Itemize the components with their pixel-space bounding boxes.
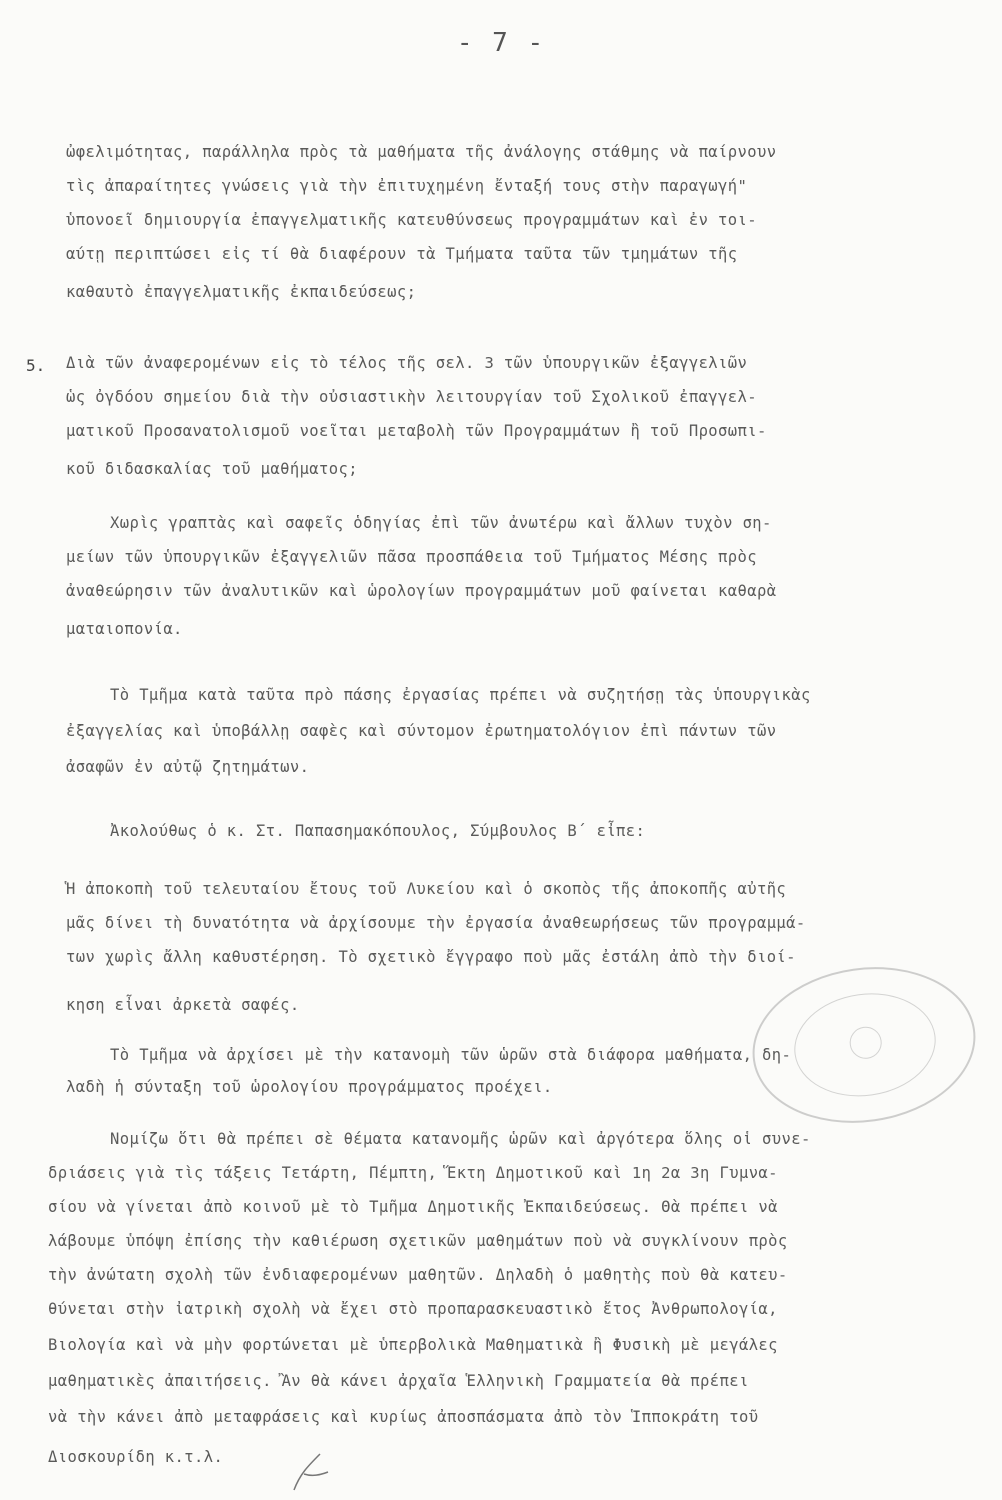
- text-line: ὡς ὀγδόου σημείου διὰ τὴν οὐσιαστικὴν λειτουργίαν τοῦ Σχολικοῦ ἐπαγγελ-: [66, 388, 757, 406]
- text-line: μείων τῶν ὑπουργικῶν ἐξαγγελιῶν πᾶσα προσπάθεια τοῦ Τμήματος Μέσης πρὸς: [66, 548, 757, 566]
- text-line: μαθηματικὲς ἀπαιτήσεις. Ἂν θὰ κάνει ἀρχαῖα Ἑλληνικὴ Γραμματεία θὰ πρέπει: [48, 1372, 749, 1390]
- text-line: Τὸ Τμῆμα νὰ ἀρχίσει μὲ τὴν κατανομὴ τῶν ὡρῶν στὰ διάφορα μαθήματα, δη-: [110, 1046, 792, 1064]
- text-line: Χωρὶς γραπτὰς καὶ σαφεῖς ὁδηγίας ἐπὶ τῶν ἀνωτέρω καὶ ἄλλων τυχὸν ση-: [110, 514, 772, 532]
- text-line: ἀσαφῶν ἐν αὐτῷ ζητημάτων.: [66, 758, 310, 776]
- text-line: ματικοῦ Προσανατολισμοῦ νοεῖται μεταβολὴ τῶν Προγραμμάτων ἢ τοῦ Προσωπι-: [66, 422, 767, 440]
- text-line: λάβουμε ὑπόψη ἐπίσης τὴν καθιέρωση σχετικῶν μαθημάτων ποὺ νὰ συγκλίνουν πρὸς: [48, 1232, 788, 1250]
- text-line: τὶς ἀπαραίτητες γνώσεις γιὰ τὴν ἐπιτυχημένη ἔνταξή τους στὴν παραγωγή": [66, 177, 748, 195]
- text-line: σίου νὰ γίνεται ἀπὸ κοινοῦ μὲ τὸ Τμῆμα Δημοτικῆς Ἐκπαιδεύσεως. Θὰ πρέπει νὰ: [48, 1198, 778, 1216]
- text-line: Νομίζω ὅτι θὰ πρέπει σὲ θέματα κατανομῆς ὡρῶν καὶ ἀργότερα ὅλης οἱ συνε-: [110, 1130, 811, 1148]
- text-line: Ἀκολούθως ὁ κ. Στ. Παπασημακόπουλος, Σύμβουλος Β΄ εἶπε:: [110, 822, 646, 840]
- text-line: αύτῃ περιπτώσει εἰς τί θὰ διαφέρουν τὰ Τμήματα ταῦτα τῶν τμημάτων τῆς: [66, 245, 738, 263]
- stamp-emblem-icon: [848, 1025, 884, 1061]
- text-line: Βιολογία καὶ νὰ μὴν φορτώνεται μὲ ὑπερβολικὰ Μαθηματικὰ ἢ Φυσικὴ μὲ μεγάλες: [48, 1336, 778, 1354]
- stamp-inner-ring: [788, 984, 943, 1105]
- text-line: κοῦ διδασκαλίας τοῦ μαθήματος;: [66, 460, 358, 478]
- item-number: 5.: [26, 356, 46, 375]
- official-stamp: [742, 953, 985, 1137]
- text-line: ματαιοπονία.: [66, 620, 183, 638]
- text-line: Διὰ τῶν ἀναφερομένων εἰς τὸ τέλος τῆς σελ. 3 τῶν ὑπουργικῶν ἐξαγγελιῶν: [66, 354, 748, 372]
- text-line: Ἡ ἀποκοπὴ τοῦ τελευταίου ἔτους τοῦ Λυκείου καὶ ὁ σκοπὸς τῆς ἀποκοπῆς αὐτῆς: [66, 880, 787, 898]
- text-line: ὠφελιμότητας, παράλληλα πρὸς τὰ μαθήματα τῆς ἀνάλογης στάθμης νὰ παίρνουν: [66, 143, 777, 161]
- text-line: ὑπονοεῖ δημιουργία ἐπαγγελματικῆς κατευθύνσεως προγραμμάτων καὶ ἐν τοι-: [66, 211, 757, 229]
- text-line: τὴν ἀνώτατη σχολὴ τῶν ἐνδιαφερομένων μαθητῶν. Δηλαδὴ ὁ μαθητὴς ποὺ θὰ κατευ-: [48, 1266, 788, 1284]
- text-line: ἀναθεώρησιν τῶν ἀναλυτικῶν καὶ ὡρολογίων προγραμμάτων μοῦ φαίνεται καθαρὰ: [66, 582, 777, 600]
- signature-mark: [290, 1452, 334, 1492]
- text-line: των χωρὶς ἄλλη καθυστέρηση. Τὸ σχετικὸ ἔγγραφο ποὺ μᾶς ἐστάλη ἀπὸ τὴν διοί-: [66, 948, 796, 966]
- page-number: - 7 -: [456, 28, 546, 58]
- text-line: νὰ τὴν κάνει ἀπὸ μεταφράσεις καὶ κυρίως ἀποσπάσματα ἀπὸ τὸν Ἱπποκράτη τοῦ: [48, 1408, 759, 1426]
- text-line: θύνεται στὴν ἰατρικὴ σχολὴ νὰ ἔχει στὸ προπαρασκευαστικὸ ἔτος Ἀνθρωπολογία,: [48, 1300, 778, 1318]
- text-line: λαδὴ ἡ σύνταξη τοῦ ὡρολογίου προγράμματος προέχει.: [66, 1078, 553, 1096]
- text-line: Διοσκουρίδη κ.τ.λ.: [48, 1448, 224, 1466]
- text-line: καθαυτὸ ἐπαγγελματικῆς ἐκπαιδεύσεως;: [66, 283, 417, 301]
- text-line: δριάσεις γιὰ τὶς τάξεις Τετάρτη, Πέμπτη, Ἕκτη Δημοτικοῦ καὶ 1η 2α 3η Γυμνα-: [48, 1164, 778, 1182]
- text-line: Τὸ Τμῆμα κατὰ ταῦτα πρὸ πάσης ἐργασίας πρέπει νὰ συζητήσῃ τὰς ὑπουργικὰς: [110, 686, 811, 704]
- text-line: μᾶς δίνει τὴ δυνατότητα νὰ ἀρχίσουμε τὴν ἐργασία ἀναθεωρήσεως τῶν προγραμμά-: [66, 914, 806, 932]
- text-line: κηση εἶναι ἀρκετὰ σαφές.: [66, 996, 300, 1014]
- text-line: ἐξαγγελίας καὶ ὑποβάλλῃ σαφὲς καὶ σύντομον ἐρωτηματολόγιον ἐπὶ πάντων τῶν: [66, 722, 777, 740]
